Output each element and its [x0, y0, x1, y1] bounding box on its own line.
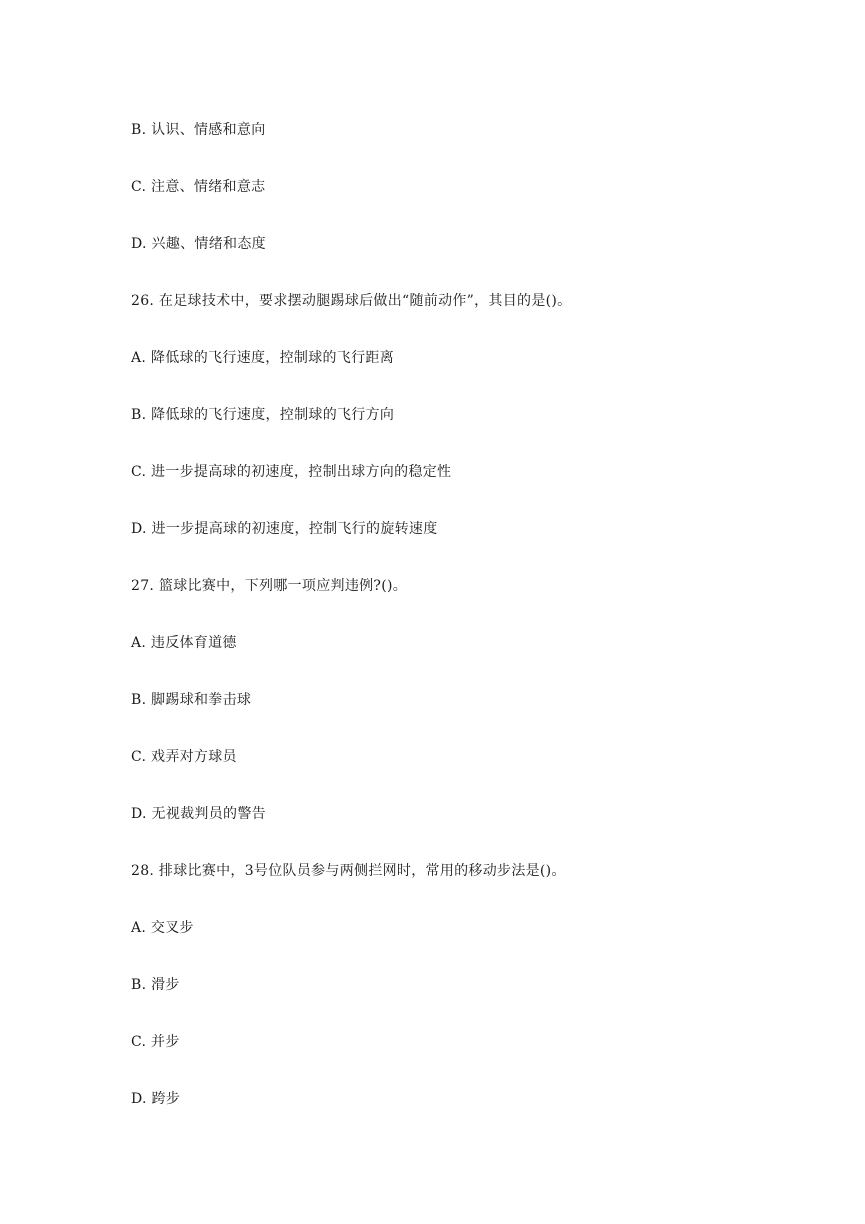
option-28-d: D. 跨步: [131, 1091, 181, 1107]
question-28: 28. 排球比赛中，3号位队员参与两侧拦网时，常用的移动步法是()。: [131, 863, 566, 879]
question-27: 27. 篮球比赛中，下列哪一项应判违例?()。: [131, 578, 408, 594]
option-26-c: C. 进一步提高球的初速度，控制出球方向的稳定性: [131, 464, 452, 480]
option-27-b: B. 脚踢球和拳击球: [131, 692, 252, 708]
option-26-a: A. 降低球的飞行速度，控制球的飞行距离: [131, 350, 395, 366]
option-26-d: D. 进一步提高球的初速度，控制飞行的旋转速度: [131, 521, 438, 537]
option-25-b: B. 认识、情感和意向: [131, 122, 266, 138]
option-28-b: B. 滑步: [131, 977, 180, 993]
option-28-c: C. 并步: [131, 1034, 180, 1050]
option-27-d: D. 无视裁判员的警告: [131, 806, 266, 822]
option-25-c: C. 注意、情绪和意志: [131, 179, 266, 195]
option-27-a: A. 违反体育道德: [131, 635, 237, 651]
option-25-d: D. 兴趣、情绪和态度: [131, 236, 266, 252]
option-28-a: A. 交叉步: [131, 920, 194, 936]
option-26-b: B. 降低球的飞行速度，控制球的飞行方向: [131, 407, 395, 423]
question-26: 26. 在足球技术中，要求摆动腿踢球后做出“随前动作”，其目的是()。: [131, 293, 572, 309]
option-27-c: C. 戏弄对方球员: [131, 749, 237, 765]
